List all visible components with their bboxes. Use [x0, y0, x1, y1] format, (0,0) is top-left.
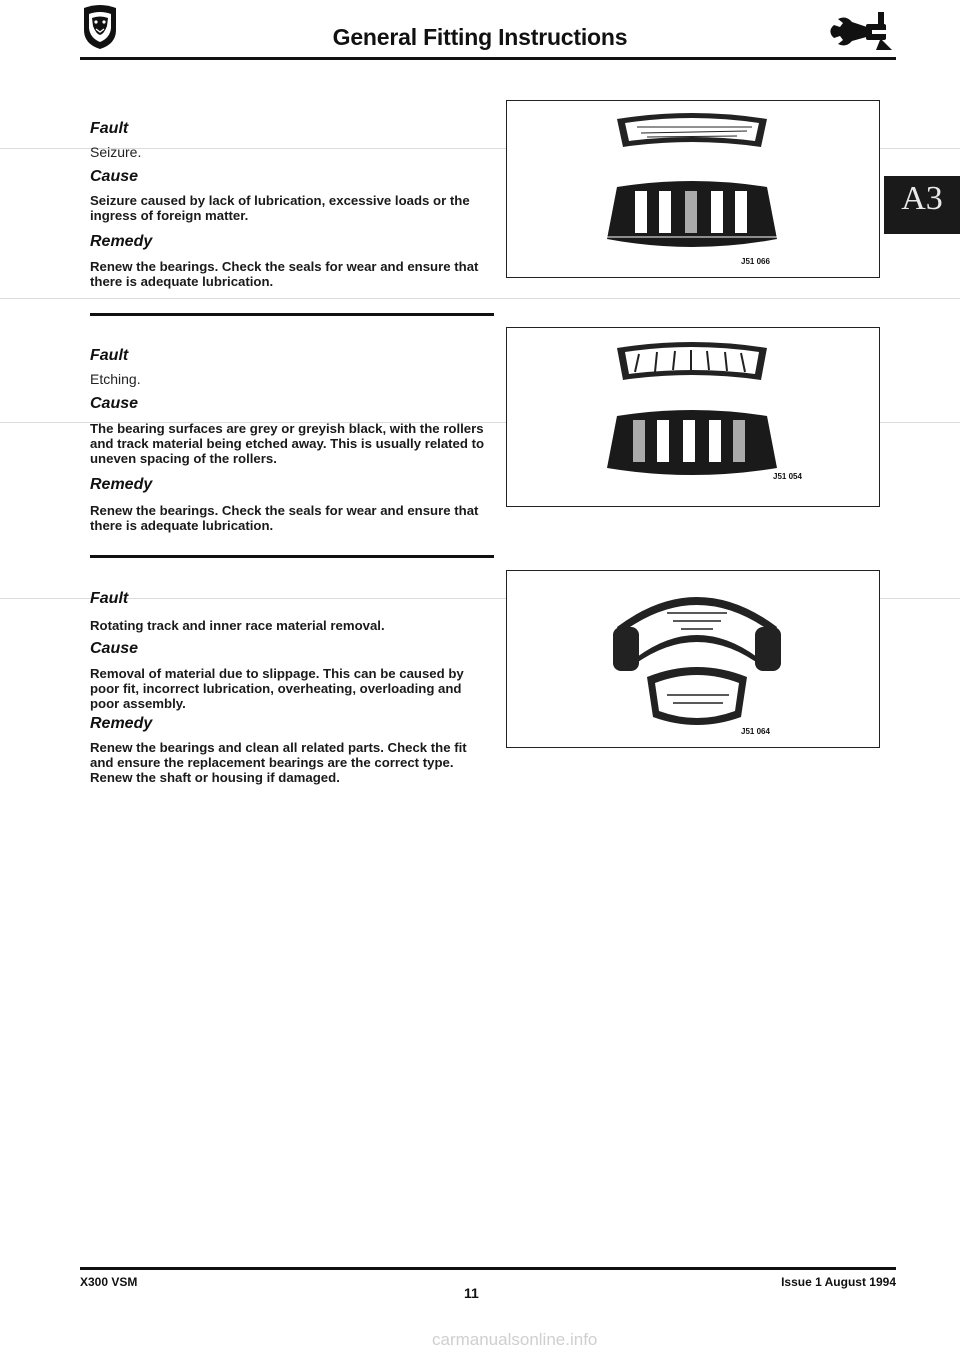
page-number: 11	[464, 1285, 479, 1301]
cause-heading: Cause	[90, 640, 139, 657]
fault-heading: Fault	[90, 347, 129, 364]
watermark: carmanualsonline.info	[432, 1330, 598, 1349]
bearing-etching-illustration	[577, 334, 807, 484]
scan-line	[0, 298, 960, 299]
remedy-heading: Remedy	[90, 715, 153, 732]
figure-etching	[506, 327, 880, 507]
footer-rule	[80, 1267, 896, 1270]
cause-text: Seizure caused by lack of lubrication, excessive loads or the ingress of foreign matter.	[90, 193, 470, 223]
figure-code: J51 054	[773, 472, 802, 481]
figure-material-removal	[506, 570, 880, 748]
fault-text: Seizure.	[90, 144, 142, 160]
fault-heading: Fault	[90, 590, 129, 607]
remedy-text: Renew the bearings. Check the seals for wear and ensure that there is adequate lubrication.	[90, 259, 479, 289]
cause-text: Removal of material due to slippage. This can be caused by poor fit, incorrect lubrication, overheating, overloading and poor assembly.	[90, 666, 464, 711]
bearing-seizure-illustration	[577, 107, 807, 257]
remedy-heading: Remedy	[90, 233, 153, 250]
section-tab-label: A3	[901, 180, 943, 217]
figure-code: J51 064	[741, 727, 770, 736]
cause-text: The bearing surfaces are grey or greyish black, with the rollers and track material being etched away. This is usually related to uneven spacing of the rollers.	[90, 421, 485, 466]
fault-text: Etching.	[90, 371, 141, 387]
footer-manual-name: X300 VSM	[80, 1275, 138, 1289]
remedy-text: Renew the bearings and clean all related parts. Check the fit and ensure the replacement bearings are the correct type. Renew the shaft or housing if damaged.	[90, 740, 467, 785]
footer-issue-date: Issue 1 August 1994	[781, 1275, 896, 1289]
figure-code: J51 066	[741, 257, 770, 266]
remedy-heading: Remedy	[90, 476, 153, 493]
figure-seizure	[506, 100, 880, 278]
cause-heading: Cause	[90, 168, 139, 185]
cause-heading: Cause	[90, 395, 139, 412]
section-separator	[90, 555, 494, 558]
header-rule	[80, 57, 896, 60]
spanner-screwdriver-icon	[826, 10, 896, 52]
fault-text: Rotating track and inner race material removal.	[90, 618, 385, 633]
bearing-race-illustration	[597, 577, 797, 737]
page-title: General Fitting Instructions	[332, 24, 628, 50]
fault-heading: Fault	[90, 120, 129, 137]
section-separator	[90, 313, 494, 316]
remedy-text: Renew the bearings. Check the seals for wear and ensure that there is adequate lubrication.	[90, 503, 479, 533]
